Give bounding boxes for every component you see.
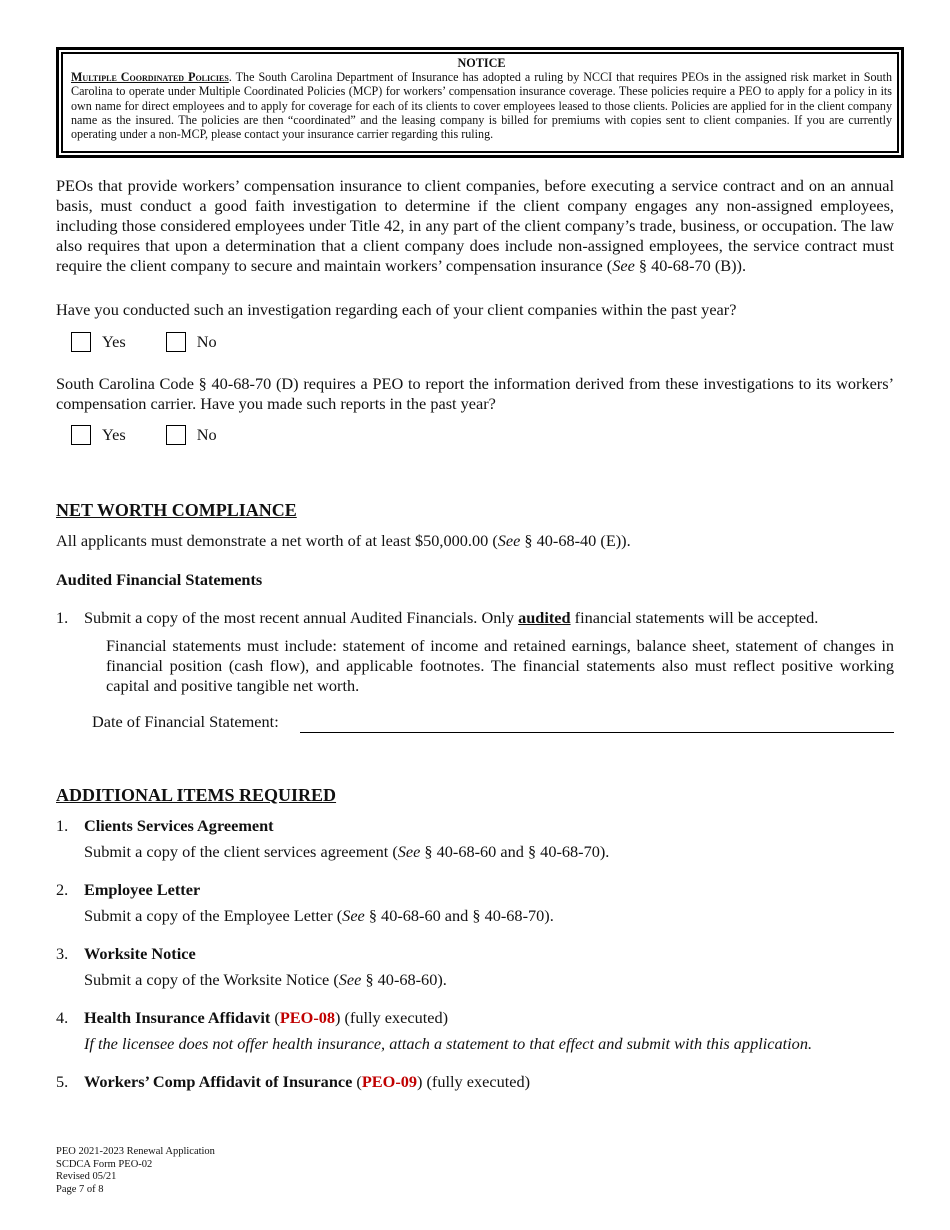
financials-item-number: 1. [56, 608, 69, 627]
net-worth-heading: NET WORTH COMPLIANCE [56, 500, 297, 520]
investigation-yes-checkbox[interactable] [71, 332, 91, 352]
report-yes-label: Yes [102, 425, 126, 444]
report-paragraph: South Carolina Code § 40-68-70 (D) requires a PEO to report the information derived from these investigations to its workers’ compensation carrier. Have you made such reports in the past year? [56, 374, 894, 413]
additional-item-number: 2. [56, 880, 69, 899]
peo-08-form-link[interactable]: PEO-08 [279, 1008, 336, 1027]
net-worth-text: All applicants must demonstrate a net worth of at least $50,000.00 (See § 40-68-40 (E)). [56, 531, 631, 550]
additional-item-number: 5. [56, 1072, 69, 1091]
footer-line: PEO 2021-2023 Renewal Application [56, 1146, 215, 1157]
client-services-agreement-text: Submit a copy of the client services agreement (See § 40-68-60 and § 40-68-70). [84, 842, 610, 861]
worksite-notice-title: Worksite Notice [84, 944, 196, 963]
additional-item-number: 1. [56, 816, 69, 835]
investigation-question: Have you conducted such an investigation regarding each of your client companies within the past year? [56, 300, 737, 319]
report-no-label: No [196, 425, 217, 444]
additional-item-number: 4. [56, 1008, 69, 1027]
additional-item-number: 3. [56, 944, 69, 963]
audited-financials-subheading: Audited Financial Statements [56, 570, 263, 589]
investigation-no-label: No [196, 332, 217, 351]
report-yes-checkbox[interactable] [71, 425, 91, 445]
notice-title: NOTICE [457, 56, 506, 70]
additional-items-heading: ADDITIONAL ITEMS REQUIRED [56, 785, 337, 805]
employee-letter-title: Employee Letter [84, 880, 201, 899]
investigation-yes-label: Yes [102, 332, 126, 351]
date-of-statement-label: Date of Financial Statement: [92, 712, 279, 731]
page-footer [56, 1146, 215, 1196]
document-page [56, 0, 894, 1230]
notice-box [56, 47, 904, 158]
footer-line: Revised 05/21 [56, 1171, 117, 1182]
report-no-checkbox[interactable] [166, 425, 186, 445]
investigation-options [71, 332, 217, 352]
report-options [71, 425, 217, 445]
client-services-agreement-title: Clients Services Agreement [84, 816, 274, 835]
worksite-notice-text: Submit a copy of the Worksite Notice (See § 40-68-60). [84, 970, 447, 989]
notice-lead: Multiple Coordinated Policies [71, 70, 229, 84]
investigation-no-checkbox[interactable] [166, 332, 186, 352]
workers-comp-affidavit-title: Workers’ Comp Affidavit of Insurance (PEO-09) (fully executed) [84, 1072, 531, 1091]
financials-item-text: Submit a copy of the most recent annual Audited Financials. Only audited financial statements will be accepted. [84, 608, 819, 627]
investigation-paragraph: PEOs that provide workers’ compensation insurance to client companies, before executing a service contract and on an annual basis, must conduct a good faith investigation to determine if the client company engages any non-assigned employees, including those considered employees under Title 42, in any part of the client company’s trade, business, or occupation. The law also requires that upon a determination that a client company does include non-assigned employees, the service contract must require the client company to secure and maintain workers’ compensation insurance (See § 40-68-70 (B)). [56, 176, 894, 275]
footer-page-number: Page 7 of 8 [56, 1183, 104, 1195]
health-insurance-affidavit-title: Health Insurance Affidavit (PEO-08) (fully executed) [84, 1008, 449, 1027]
peo-09-form-link[interactable]: PEO-09 [361, 1072, 418, 1091]
employee-letter-text: Submit a copy of the Employee Letter (See § 40-68-60 and § 40-68-70). [84, 906, 554, 925]
date-of-statement-field[interactable] [300, 712, 894, 733]
notice-text: The South Carolina Department of Insurance has adopted a ruling by NCCI that requires PEOs in the assigned risk market in South Carolina to operate under Multiple Coordinated Policies (MCP) for workers’ compensation insurance coverage. These policies require a PEO to apply for a policy in its own name for direct employees and to apply for coverage for each of its clients to cover employees leased to those clients. Policies are applied for in the client company name as the insured. The policies are then “coordinated” and the leasing company is billed for premiums with copies sent to client companies. If you are currently operating under a non-MCP, please contact your insurance carrier regarding this ruling. [71, 70, 893, 142]
health-insurance-note: If the licensee does not offer health insurance, attach a statement to that effect and submit with this application. [84, 1034, 813, 1053]
financials-detail: Financial statements must include: statement of income and retained earnings, balance sheet, statement of changes in financial position (cash flow), and applicable footnotes. The financial statements also must reflect positive working capital and positive tangible net worth. [106, 636, 894, 695]
notice-lead-suffix: . [228, 70, 232, 84]
footer-line: SCDCA Form PEO-02 [56, 1158, 153, 1170]
notice-body [71, 70, 892, 141]
